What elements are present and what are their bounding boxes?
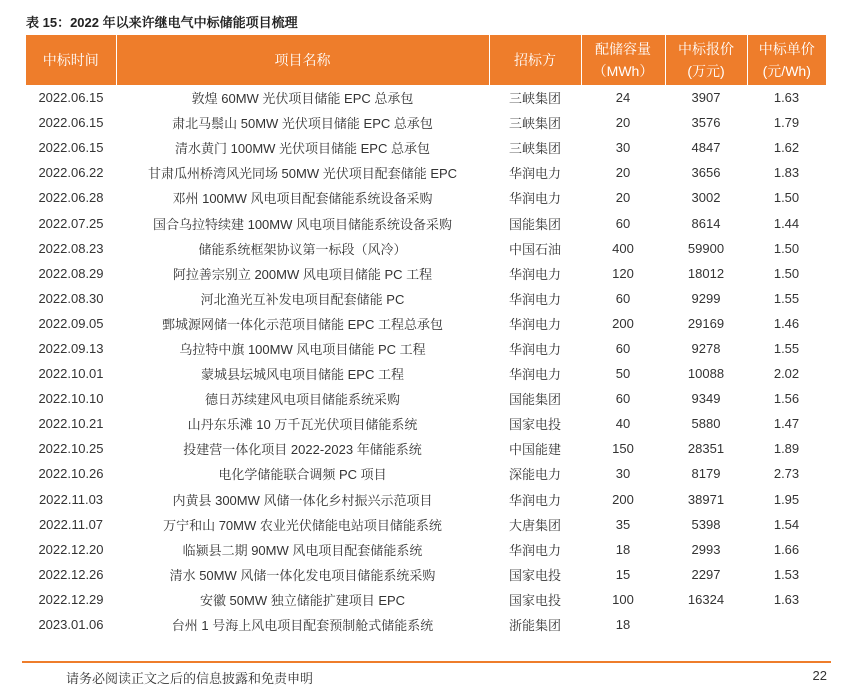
table-row — [26, 612, 826, 637]
cell-unit-price: 1.89 — [773, 441, 800, 457]
cell-project-name: 台州 1 号海上风电项目配套预制舱式储能系统 — [171, 618, 434, 634]
cell-tenderer: 大唐集团 — [508, 517, 561, 533]
cell-unit-price: 1.79 — [773, 115, 800, 131]
cell-bid-date: 2022.06.28 — [38, 190, 104, 206]
cell-tenderer: 国能集团 — [508, 392, 561, 408]
cell-bid-date: 2023.01.06 — [38, 617, 104, 633]
cell-bid-price: 18012 — [687, 265, 725, 281]
cell-bid-date: 2022.12.26 — [38, 566, 104, 582]
cell-unit-price: 1.55 — [773, 340, 800, 356]
cell-storage-capacity: 200 — [612, 491, 634, 507]
cell-tenderer: 国能集团 — [508, 216, 561, 232]
cell-bid-date: 2022.06.15 — [38, 140, 104, 156]
cell-bid-price: 9299 — [691, 290, 721, 306]
cell-bid-date: 2022.06.15 — [38, 90, 104, 106]
cell-project-name: 山丹东乐滩 10 万千瓦光伏项目储能系统 — [187, 417, 418, 433]
cell-tenderer: 华润电力 — [508, 166, 561, 182]
cell-tenderer: 三峡集团 — [508, 91, 561, 107]
cell-project-name: 邓州 100MW 风电项目配套储能系统设备采购 — [172, 191, 433, 207]
cell-unit-price: 1.54 — [773, 516, 800, 532]
table-row — [26, 210, 826, 235]
cell-project-name: 乌拉特中旗 100MW 风电项目储能 PC 工程 — [179, 341, 426, 357]
cell-bid-price: 3576 — [691, 115, 721, 131]
header-storage-capacity: 配储容量 （MWh） — [581, 35, 665, 85]
table-row — [26, 286, 826, 311]
cell-bid-price: 28351 — [687, 441, 725, 457]
cell-bid-price: 4847 — [691, 140, 721, 156]
cell-storage-capacity: 18 — [615, 541, 631, 557]
cell-bid-date: 2022.10.01 — [38, 366, 104, 382]
cell-bid-price: 3907 — [691, 90, 721, 106]
cell-storage-capacity: 20 — [615, 115, 631, 131]
cell-unit-price: 1.63 — [773, 591, 800, 607]
cell-tenderer: 三峡集团 — [508, 116, 561, 132]
cell-project-name: 鄄城源网储一体化示范项目储能 EPC 工程总承包 — [162, 316, 443, 332]
cell-tenderer: 深能电力 — [508, 467, 561, 483]
cell-unit-price: 2.73 — [773, 466, 800, 482]
cell-tenderer: 国家电投 — [508, 567, 561, 583]
cell-unit-price: 1.63 — [773, 90, 800, 106]
table-row — [26, 436, 826, 461]
cell-bid-price: 9278 — [691, 340, 721, 356]
cell-unit-price: 1.44 — [773, 215, 800, 231]
cell-project-name: 内黄县 300MW 风储一体化乡村振兴示范项目 — [172, 492, 433, 508]
cell-storage-capacity: 120 — [612, 265, 634, 281]
cell-bid-date: 2022.06.22 — [38, 165, 104, 181]
cell-storage-capacity: 400 — [612, 240, 634, 256]
cell-bid-date: 2022.11.07 — [38, 516, 104, 532]
table-row — [26, 85, 826, 110]
cell-storage-capacity: 15 — [615, 566, 631, 582]
cell-project-name: 清水 50MW 风储一体化发电项目储能系统采购 — [169, 567, 436, 583]
footer-disclaimer: 请务必阅读正文之后的信息披露和免责申明 — [66, 671, 314, 686]
cell-unit-price: 1.50 — [773, 265, 800, 281]
cell-bid-date: 2022.10.25 — [38, 441, 104, 457]
cell-project-name: 电化学储能联合调频 PC 项目 — [218, 467, 387, 483]
cell-storage-capacity: 60 — [615, 340, 631, 356]
table-row — [26, 336, 826, 361]
cell-storage-capacity: 24 — [615, 90, 631, 106]
cell-bid-date: 2022.12.20 — [38, 541, 104, 557]
table-row — [26, 361, 826, 386]
cell-unit-price: 1.46 — [773, 315, 800, 331]
table-row — [26, 311, 826, 336]
table-row — [26, 261, 826, 286]
table-row — [26, 185, 826, 210]
cell-bid-price — [665, 612, 747, 637]
cell-bid-price: 8179 — [691, 466, 721, 482]
cell-storage-capacity: 200 — [612, 315, 634, 331]
cell-tenderer: 国家电投 — [508, 417, 561, 433]
header-bid-date: 中标时间 — [26, 35, 116, 85]
cell-unit-price: 1.55 — [773, 290, 800, 306]
cell-bid-date: 2022.11.03 — [38, 491, 104, 507]
table-row — [26, 236, 826, 261]
cell-project-name: 清水黄门 100MW 光伏项目储能 EPC 总承包 — [175, 141, 430, 157]
cell-unit-price: 1.56 — [773, 391, 800, 407]
cell-project-name: 储能系统框架协议第一标段（风冷） — [198, 241, 407, 257]
table-row — [26, 135, 826, 160]
cell-storage-capacity: 20 — [615, 190, 631, 206]
cell-project-name: 河北渔光互补发电项目配套储能 PC — [200, 291, 405, 307]
cell-tenderer: 华润电力 — [508, 291, 561, 307]
cell-bid-date: 2022.07.25 — [38, 215, 104, 231]
cell-storage-capacity: 40 — [615, 416, 631, 432]
table-header-row — [26, 35, 826, 85]
cell-bid-price: 2297 — [691, 566, 721, 582]
cell-tenderer: 华润电力 — [508, 367, 561, 383]
cell-project-name: 临颍县二期 90MW 风电项目配套储能系统 — [182, 542, 423, 558]
cell-storage-capacity: 60 — [615, 290, 631, 306]
cell-storage-capacity: 100 — [612, 591, 634, 607]
cell-bid-date: 2022.10.10 — [38, 391, 104, 407]
cell-bid-price: 29169 — [687, 315, 725, 331]
cell-project-name: 肃北马鬃山 50MW 光伏项目储能 EPC 总承包 — [172, 116, 433, 132]
cell-unit-price: 1.83 — [773, 165, 800, 181]
cell-project-name: 蒙城县坛城风电项目储能 EPC 工程 — [201, 367, 404, 383]
cell-tenderer: 华润电力 — [508, 266, 561, 282]
page-number: 22 — [812, 668, 827, 683]
cell-tenderer: 华润电力 — [508, 542, 561, 558]
cell-bid-price: 59900 — [687, 240, 725, 256]
cell-tenderer: 华润电力 — [508, 191, 561, 207]
table-row — [26, 487, 826, 512]
cell-unit-price: 1.95 — [773, 491, 800, 507]
header-bid-price: 中标报价 (万元) — [665, 35, 747, 85]
cell-bid-date: 2022.10.21 — [38, 416, 104, 432]
cell-tenderer: 中国石油 — [508, 241, 561, 257]
cell-bid-price: 5880 — [691, 416, 721, 432]
cell-unit-price — [747, 612, 826, 637]
cell-bid-date: 2022.10.26 — [38, 466, 104, 482]
cell-bid-price: 2993 — [691, 541, 721, 557]
table-row — [26, 386, 826, 411]
cell-bid-price: 3656 — [691, 165, 721, 181]
cell-storage-capacity: 18 — [615, 617, 631, 633]
cell-bid-date: 2022.09.13 — [38, 340, 104, 356]
cell-bid-date: 2022.08.29 — [38, 265, 104, 281]
table-body — [26, 85, 826, 637]
cell-project-name: 敦煌 60MW 光伏项目储能 EPC 总承包 — [191, 91, 414, 107]
table-caption: 表 15：2022 年以来许继电气中标储能项目梳理 — [26, 15, 298, 30]
cell-project-name: 投建营一体化项目 2022-2023 年储能系统 — [183, 442, 422, 458]
cell-unit-price: 1.50 — [773, 240, 800, 256]
cell-project-name: 安徽 50MW 独立储能扩建项目 EPC — [199, 592, 406, 608]
cell-bid-date: 2022.12.29 — [38, 591, 104, 607]
footer-rule — [22, 661, 831, 663]
cell-project-name: 万宁和山 70MW 农业光伏储能电站项目储能系统 — [163, 517, 442, 533]
cell-tenderer: 华润电力 — [508, 492, 561, 508]
table-row — [26, 587, 826, 612]
cell-bid-price: 3002 — [691, 190, 721, 206]
cell-tenderer: 华润电力 — [508, 316, 561, 332]
cell-storage-capacity: 30 — [615, 466, 631, 482]
cell-bid-price: 16324 — [687, 591, 725, 607]
cell-unit-price: 1.53 — [773, 566, 800, 582]
cell-project-name: 甘肃瓜州桥湾风光同场 50MW 光伏项目配套储能 EPC — [147, 166, 458, 182]
table-row — [26, 537, 826, 562]
cell-tenderer: 国家电投 — [508, 592, 561, 608]
header-tenderer: 招标方 — [489, 35, 581, 85]
cell-storage-capacity: 60 — [615, 391, 631, 407]
cell-storage-capacity: 50 — [615, 366, 631, 382]
cell-bid-price: 8614 — [691, 215, 721, 231]
cell-unit-price: 1.47 — [773, 416, 800, 432]
cell-bid-date: 2022.06.15 — [38, 115, 104, 131]
cell-project-name: 德日苏续建风电项目储能系统采购 — [204, 392, 400, 408]
table-row — [26, 110, 826, 135]
cell-bid-price: 10088 — [687, 366, 725, 382]
header-unit-price: 中标单价 (元/Wh) — [747, 35, 826, 85]
cell-storage-capacity: 30 — [615, 140, 631, 156]
cell-project-name: 阿拉善宗别立 200MW 风电项目储能 PC 工程 — [172, 266, 433, 282]
cell-tenderer: 三峡集团 — [508, 141, 561, 157]
cell-unit-price: 1.50 — [773, 190, 800, 206]
cell-tenderer: 中国能建 — [508, 442, 561, 458]
cell-unit-price: 1.62 — [773, 140, 800, 156]
cell-storage-capacity: 60 — [615, 215, 631, 231]
cell-tenderer: 华润电力 — [508, 341, 561, 357]
cell-bid-price: 38971 — [687, 491, 725, 507]
cell-bid-date: 2022.09.05 — [38, 315, 104, 331]
cell-bid-price: 5398 — [691, 516, 721, 532]
cell-storage-capacity: 20 — [615, 165, 631, 181]
cell-bid-price: 9349 — [691, 391, 721, 407]
cell-storage-capacity: 35 — [615, 516, 631, 532]
cell-tenderer: 浙能集团 — [508, 618, 561, 634]
cell-bid-date: 2022.08.30 — [38, 290, 104, 306]
cell-unit-price: 2.02 — [773, 366, 800, 382]
table-row — [26, 411, 826, 436]
table-row — [26, 512, 826, 537]
cell-project-name: 国合乌拉特续建 100MW 风电项目储能系统设备采购 — [152, 216, 452, 232]
table-row — [26, 461, 826, 486]
table-row — [26, 562, 826, 587]
cell-bid-date: 2022.08.23 — [38, 240, 104, 256]
cell-storage-capacity: 150 — [612, 441, 634, 457]
header-project-name: 项目名称 — [116, 35, 489, 85]
cell-unit-price: 1.66 — [773, 541, 800, 557]
bid-projects-table — [26, 35, 826, 637]
table-row — [26, 160, 826, 185]
